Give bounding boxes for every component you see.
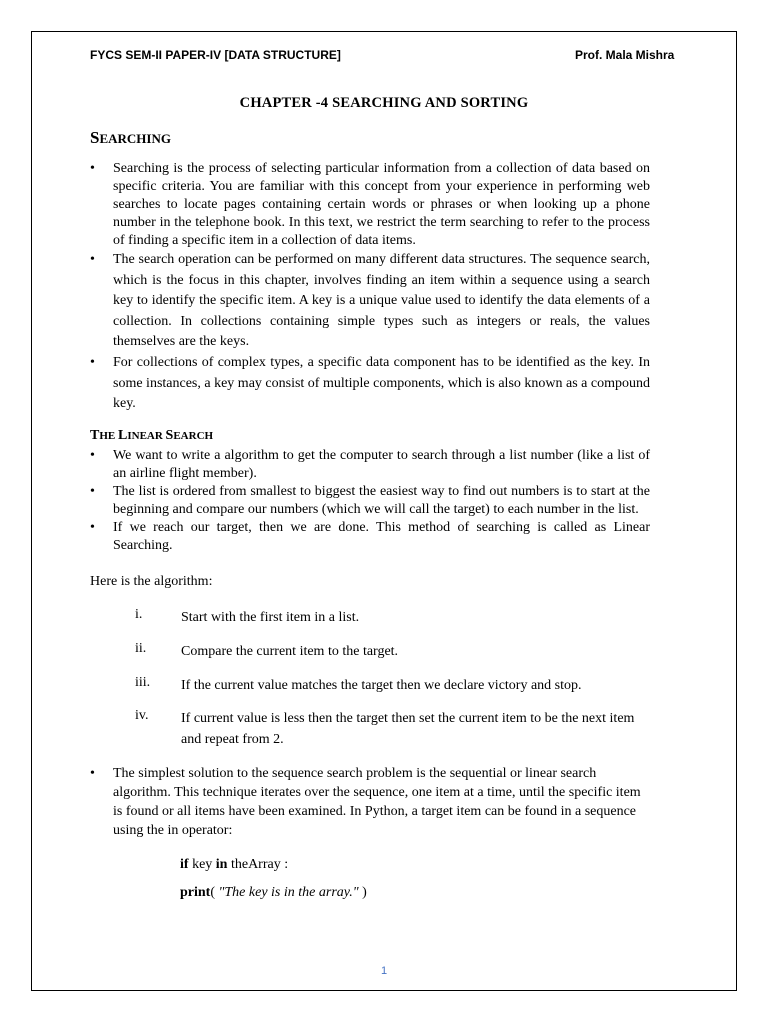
heading-rest: EARCHING — [99, 131, 171, 146]
searching-bullet-list — [90, 160, 650, 415]
bullet-item: • For collections of complex types, a specific data component has to be identified as the key. In some instances, a key may consist of multiple components, which is also known as a compound key. — [90, 353, 650, 415]
algorithm-intro: Here is the algorithm: — [90, 574, 213, 589]
code-close-paren: ) — [362, 885, 367, 900]
section-heading-linear-search — [90, 428, 213, 444]
heading-rest: HE — [99, 430, 118, 442]
bullet-item: • The list is ordered from smallest to biggest the easiest way to find out numbers is to start at the beginning and compare our numbers (which we will call the target) to each number in the list. — [90, 483, 650, 519]
code-line-if — [180, 857, 288, 873]
heading-cap: T — [90, 428, 100, 443]
bullet-item: • The simplest solution to the sequence search problem is the sequential or linear search algorithm. This technique iterates over the sequence, one item at a time, until the specific item is found or all items have been examined. In Python, a target item can be found in a sequence using the in operator: — [90, 764, 650, 840]
code-line-print — [180, 885, 367, 901]
step-number: i. — [135, 607, 143, 622]
header-course-title: FYCS SEM-II PAPER-IV [DATA STRUCTURE] — [90, 48, 341, 62]
heading-cap: L — [118, 428, 128, 443]
step-number: ii. — [135, 641, 147, 656]
page-number: 1 — [380, 965, 388, 977]
chapter-title: CHAPTER -4 SEARCHING AND SORTING — [239, 95, 529, 111]
step-text: Start with the first item in a list. — [181, 610, 360, 625]
sequential-search-bullet-list — [90, 764, 650, 840]
heading-cap: S — [165, 428, 174, 443]
code-array: theArray : — [227, 857, 289, 872]
step-text: Compare the current item to the target. — [181, 644, 399, 659]
keyword-in: in — [215, 857, 228, 872]
bullet-item: • The search operation can be performed on many different data structures. The sequence search, which is the focus in this chapter, involves finding an item within a sequence using a search key to identify the specific item. A key is a unique value used to identify the data elements of a collection. In collections containing simple types such as integers or reals, the values themselves are the keys. — [90, 250, 650, 353]
code-key: key — [188, 857, 216, 872]
keyword-if: if — [180, 857, 189, 872]
code-string: "The key is in the array." — [215, 885, 363, 900]
keyword-print: print — [180, 885, 211, 900]
step-text: If current value is less then the target then set the current item to be the next item and repeat from 2. — [181, 711, 635, 747]
heading-rest: INEAR — [127, 430, 166, 442]
bullet-item: • Searching is the process of selecting particular information from a collection of data based on specific criteria. You are familiar with this concept from your experience in performing web searches to locate pages containing certain words or phrases or when looking up a phone number in the telephone book. In this text, we restrict the term searching to refer to the process of finding a specific item in a collection of data items. — [90, 160, 650, 250]
bullet-item: • If we reach our target, then we are done. This method of searching is called as Linear Searching. — [90, 519, 650, 555]
heading-cap: S — [90, 128, 100, 147]
step-number: iii. — [135, 675, 151, 690]
bullet-item: • We want to write a algorithm to get the computer to search through a list number (like a list of an airline flight member). — [90, 447, 650, 483]
section-heading-searching — [90, 128, 171, 148]
header-author: Prof. Mala Mishra — [575, 48, 675, 62]
step-text: If the current value matches the target then we declare victory and stop. — [181, 678, 582, 693]
step-number: iv. — [135, 708, 149, 723]
linear-search-bullet-list — [90, 447, 650, 555]
code-open-paren: ( — [210, 885, 216, 900]
heading-rest: EARCH — [173, 430, 214, 442]
